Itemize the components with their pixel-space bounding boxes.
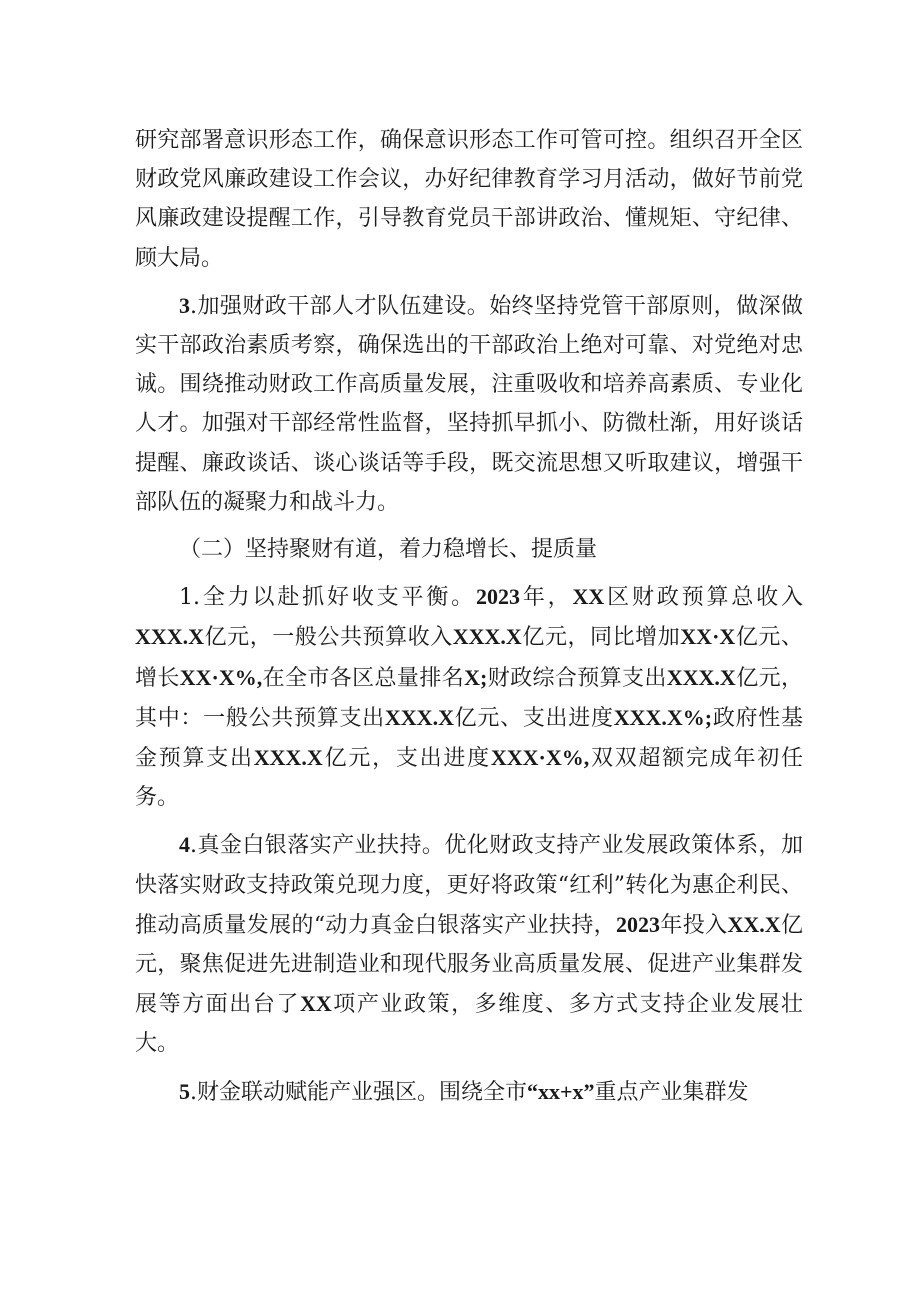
bold-value: X;	[464, 664, 488, 690]
bold-value: XXX.X	[666, 664, 736, 690]
text-run: 年，	[520, 585, 573, 611]
text-run: 项产业政策，多维度、多方式支持企业发展壮大。	[135, 992, 803, 1057]
item-number: 5	[179, 1078, 190, 1104]
text-run: 区财政预算总收入	[604, 585, 803, 611]
text-run: 年投入	[660, 912, 728, 938]
bold-value: “xx+x”	[527, 1078, 595, 1104]
bold-value: XXX.X	[384, 704, 454, 730]
paragraph-finance-linkage	[135, 1072, 803, 1112]
text-run: 重点产业集群发	[594, 1079, 749, 1105]
text-run: 亿元、支出进度	[453, 705, 614, 731]
text-run: 亿元，支出进度	[322, 746, 491, 772]
section-heading-2	[135, 530, 803, 569]
text-run: 双双超额完成年初任务。	[135, 746, 803, 811]
section-heading-text: （二）坚持聚财有道，着力稳增长、提质量	[179, 537, 598, 563]
item-number: 4	[179, 832, 190, 858]
text-run: 1.全力以赴抓好收支平衡。	[179, 585, 477, 611]
bold-value: 2023	[616, 911, 661, 937]
text-run: 亿元，聚焦促进先进制造业和现代服务业高质量发展、促进产业集群发展等方面出台了	[135, 912, 803, 1018]
text-run: 亿元、增长	[135, 625, 803, 691]
paragraph-cadre-team	[135, 286, 803, 522]
bold-value: XX·X%,	[179, 664, 263, 690]
bold-value: XXX.X	[452, 624, 522, 650]
paragraph-text: 研究部署意识形态工作，确保意识形态工作可管可控。组织召开全区财政党风廉政建设工作会议，办好纪律教育学习月活动，做好节前党风廉政建设提醒工作，引导教育党员干部讲政治、懂规矩、守纪律、顾大局。	[135, 128, 803, 271]
paragraph-text: .加强财政干部人才队伍建设。始终坚持党管干部原则，做深做实干部政治素质考察，确保选出的干部政治上绝对可靠、对党绝对忠诚。围绕推动财政工作高质量发展，注重吸收和培养高素质、专业化人才。加强对干部经常性监督，坚持抓早抓小、防微杜渐，用好谈话提醒、廉政谈话、谈心谈话等手段，既交流思想又听取建议，增强干部队伍的凝聚力和战斗力。	[135, 293, 803, 515]
bold-value: XX	[299, 991, 332, 1017]
paragraph-revenue-balance	[135, 577, 803, 817]
bold-value: XXX·X%,	[490, 745, 590, 771]
text-run: .财金联动赋能产业强区。围绕全市	[190, 1079, 527, 1105]
text-run: 政府性基金预算支出	[135, 705, 803, 772]
bold-value: XXX.X	[253, 745, 323, 771]
text-run: 财政综合预算支出	[487, 665, 667, 691]
bold-value: XX.X	[727, 911, 781, 937]
bold-value: XXX.X	[135, 624, 205, 650]
document-body	[135, 121, 803, 1120]
paragraph-party-conduct	[135, 121, 803, 278]
text-run: 亿元，同比增加	[521, 625, 681, 651]
item-number: 3	[179, 292, 190, 318]
text-run: 亿元，其中：一般公共预算支出	[135, 665, 803, 731]
bold-value: XX	[572, 584, 605, 610]
bold-value: XX·X	[680, 624, 736, 650]
bold-value: 2023	[476, 584, 521, 610]
text-run: .真金白银落实产业扶持。优化财政支持产业发展政策体系，加快落实财政支持政策兑现力度，更好将政策“红利”转化为惠企利民、推动高质量发展的“动力真金白银落实产业扶持，	[135, 833, 803, 938]
text-run: 亿元，一般公共预算收入	[204, 625, 453, 651]
bold-value: XXX.X%;	[613, 704, 713, 730]
text-run: 在全市各区总量排名	[262, 665, 465, 691]
paragraph-industry-support	[135, 825, 803, 1063]
